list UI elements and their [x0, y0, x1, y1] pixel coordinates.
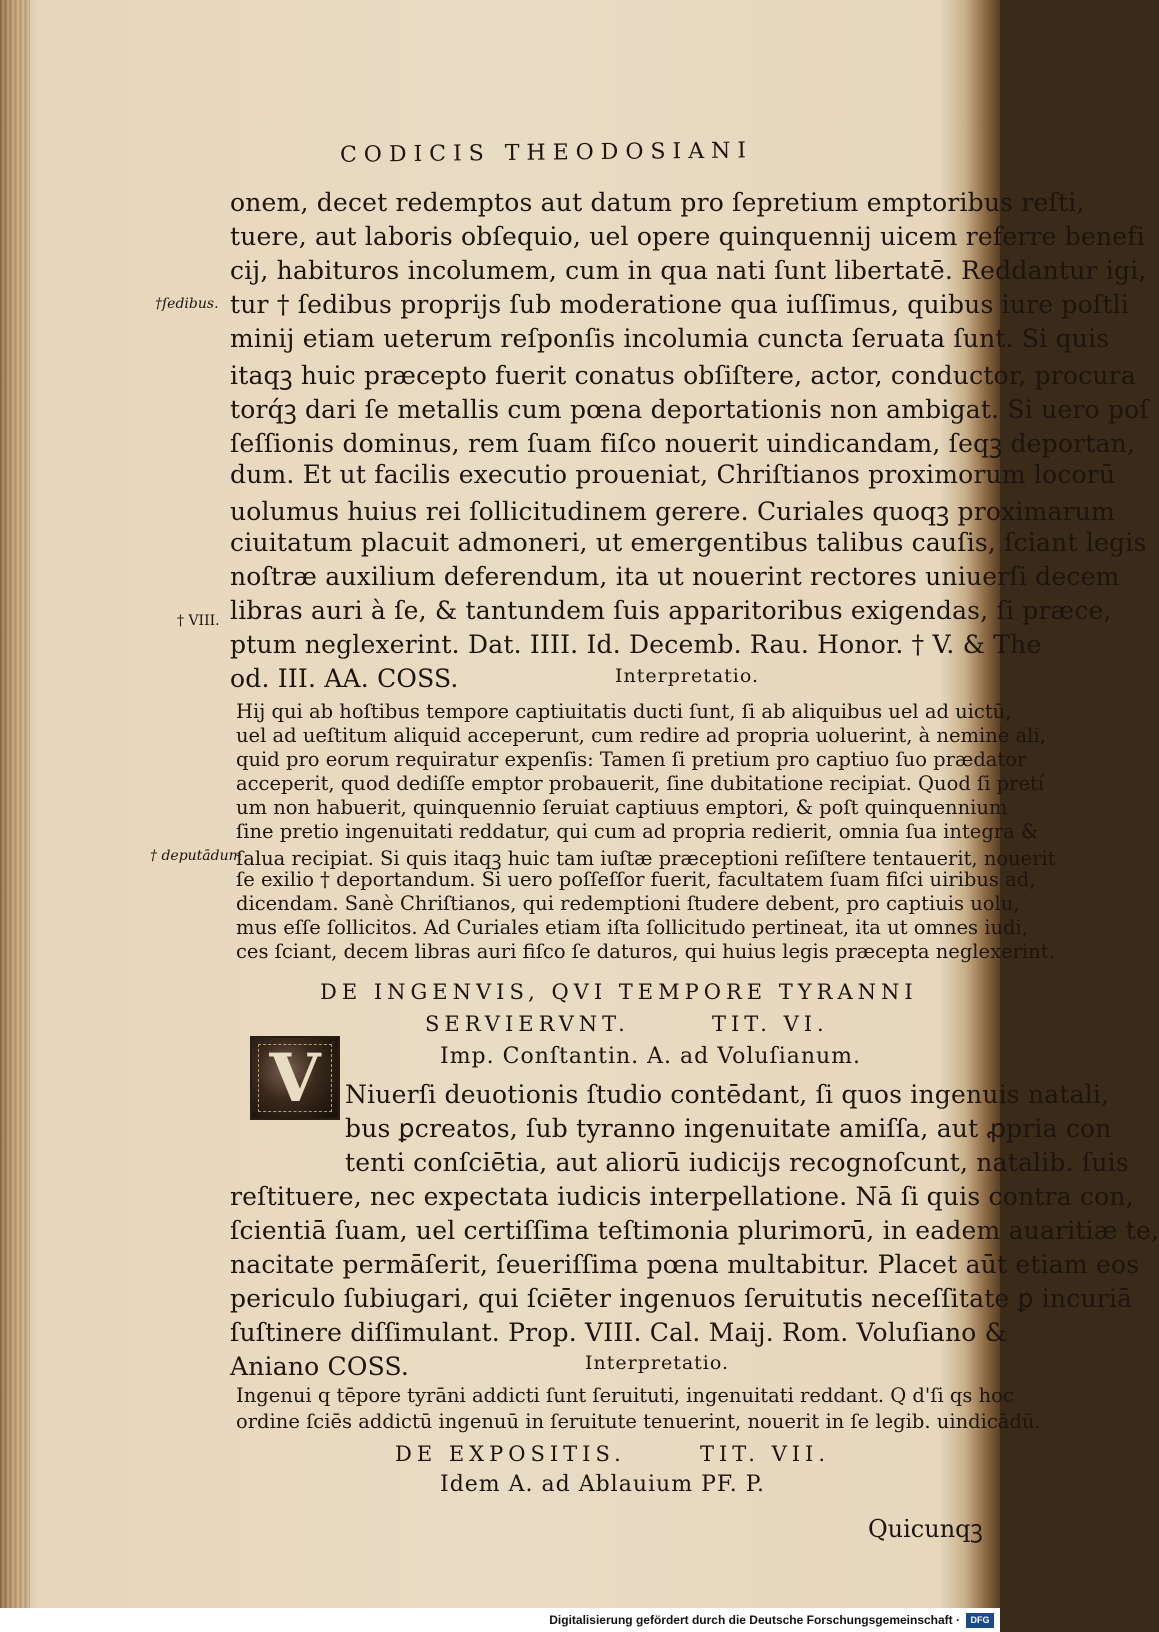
running-head: CODICIS THEODOSIANI — [339, 138, 754, 168]
title-number: TIT. VII. — [700, 1442, 831, 1466]
section-title: DE INGENVIS, QVI TEMPORE TYRANNI — [320, 980, 918, 1004]
text-line: Niuerſi deuotionis ſtudio contēdant, ſi quos ingenuis natali, — [345, 1080, 1110, 1109]
drop-cap — [250, 1036, 340, 1120]
text-line: Hij qui ab hoſtibus tempore captiuitatis ducti ſunt, ſi ab aliquibus uel ad uictū, — [236, 700, 1012, 723]
text-line: quid pro eorum requiratur expenſis: Tamen ſi pretium pro captiuo ſuo prædator — [236, 748, 1027, 771]
text-line: onem, decet redemptos aut datum pro ſepretium emptoribus reſti, — [230, 188, 1085, 217]
text-line: periculo ſubiugari, qui ſciēter ingenuos ſeruitutis neceſſitate ꝑ incuriā — [230, 1284, 1133, 1313]
text-line: ptum neglexerint. Dat. IIII. Id. Decemb. Rau. Honor. † V. & The — [230, 630, 1042, 659]
section-title: DE EXPOSITIS. — [395, 1442, 626, 1466]
text-line: Ingenui q tēpore tyrāni addicti ſunt ſeruituti, ingenuitati reddant. Q d'ſi qs hoc — [236, 1384, 1014, 1407]
section-title: SERVIERVNT. — [425, 1012, 630, 1036]
margin-note: †ſedibus. — [155, 296, 219, 312]
text-line: cij, habituros incolumem, cum in qua nati ſunt libertatē. Reddantur igi, — [230, 256, 1147, 285]
catchword: Quicunqꝫ — [868, 1515, 983, 1543]
dfg-logo: DFG — [966, 1613, 994, 1628]
text-line: ſe exilio † deportandum. Si uero poſſeſſor fuerit, facultatem ſuam fiſci uiribus ad, — [236, 868, 1036, 891]
text-line: mus eſſe ſollicitos. Ad Curiales etiam iſta ſollicitudo pertineat, ita ut omnes iudi, — [236, 916, 1028, 939]
interpretatio-label: Interpretatio. — [615, 665, 760, 687]
text-line: torq́ꝫ dari ſe metallis cum pœna deportationis non ambigat. Si uero poſ — [230, 395, 1149, 424]
text-line: uolumus huius rei ſollicitudinem gerere. Curiales quoqꝫ proximarum — [230, 497, 1115, 526]
text-line: uel ad ueſtitum aliquid acceperunt, cum redire ad propria uoluerint, à nemine ali, — [236, 724, 1046, 747]
footer-bar — [0, 1608, 1000, 1632]
addressee: Imp. Conſtantin. A. ad Voluſianum. — [440, 1044, 862, 1069]
text-line: bus ꝑcreatos, ſub tyranno ingenuitate amiſſa, aut ꝓpria con — [345, 1114, 1112, 1143]
drop-cap-letter: V — [269, 1039, 321, 1117]
text-line: noſtræ auxilium deferendum, ita ut nouerint rectores uniuerſi decem — [230, 562, 1120, 591]
text-line: ſeſſionis dominus, rem ſuam fiſco nouerit uindicandam, ſeqꝫ deportan, — [230, 429, 1136, 458]
text-line: tur † ſedibus proprijs ſub moderatione qua iuſſimus, quibus iure poſtli — [230, 290, 1129, 319]
text-line: dicendam. Sanè Chriſtianos, qui redemptioni ſtudere debent, pro captiuis uolu, — [236, 892, 1020, 915]
text-line: reſtituere, nec expectata iudicis interpellatione. Nā ſi quis contra con, — [230, 1182, 1134, 1211]
margin-note: † VIII. — [177, 613, 220, 629]
text-line: tuere, aut laboris obſequio, uel opere quinquennij uicem referre benefi — [230, 222, 1145, 251]
text-line: libras auri à ſe, & tantundem ſuis apparitoribus exigendas, ſi præce, — [230, 596, 1112, 625]
text-line: ciuitatum placuit admoneri, ut emergentibus talibus cauſis, ſciant legis — [230, 528, 1147, 557]
title-number: TIT. VI. — [712, 1012, 829, 1036]
text-line: ſine pretio ingenuitati reddatur, qui cum ad propria redierit, omnia ſua integra & — [236, 820, 1039, 843]
text-line: od. III. AA. COSS. — [230, 664, 459, 693]
text-line: nacitate permāſerit, ſeueriſſima pœna multabitur. Placet aūt etiam eos — [230, 1250, 1140, 1279]
margin-note: † deputādum — [150, 848, 242, 864]
text-line: minij etiam ueterum reſponſis incolumia cuncta ſeruata ſunt. Si quis — [230, 324, 1110, 353]
ornament — [258, 1044, 332, 1112]
footer-credit: Digitalisierung gefördert durch die Deutsche Forschungsgemeinschaft · — [549, 1613, 960, 1627]
text-line: um non habuerit, quinquennio ſeruiat captiuus emptori, & poſt quinquennium — [236, 796, 1008, 819]
text-line: dum. Et ut facilis executio proueniat, Chriſtianos proximorum locorū — [230, 460, 1116, 489]
text-line: acceperit, quod dediſſe emptor probauerit, ſine dubitatione recipiat. Quod ſi pretí — [236, 772, 1045, 795]
text-line: Aniano COSS. — [230, 1352, 410, 1381]
text-line: ordine ſciēs addictū ingenuū in ſeruitute tenuerint, nouerit in ſe legib. uindicādū. — [236, 1410, 1041, 1433]
text-line: ſalua recipiat. Si quis itaqꝫ huic tam iuſtæ præceptioni reſiſtere tentauerit, nouerit — [236, 847, 1056, 870]
text-line: ces ſciant, decem libras auri fiſco ſe daturos, qui huius legis præcepta neglexerint. — [236, 940, 1055, 963]
interpretatio-label: Interpretatio. — [585, 1352, 730, 1374]
text-line: ſcientiā ſuam, uel certiſſima teſtimonia plurimorū, in eadem auaritiæ te, — [230, 1216, 1159, 1245]
addressee: Idem A. ad Ablauium PF. P. — [440, 1472, 766, 1497]
text-line: tenti conſciētia, aut aliorū iudicijs recognoſcunt, natalib. ſuis — [345, 1148, 1129, 1177]
text-line: ſuſtinere diſſimulant. Prop. VIII. Cal. Maij. Rom. Voluſiano & — [230, 1318, 1008, 1347]
text-line: itaqꝫ huic præcepto fuerit conatus obſiſtere, actor, conductor, procura — [230, 361, 1136, 390]
